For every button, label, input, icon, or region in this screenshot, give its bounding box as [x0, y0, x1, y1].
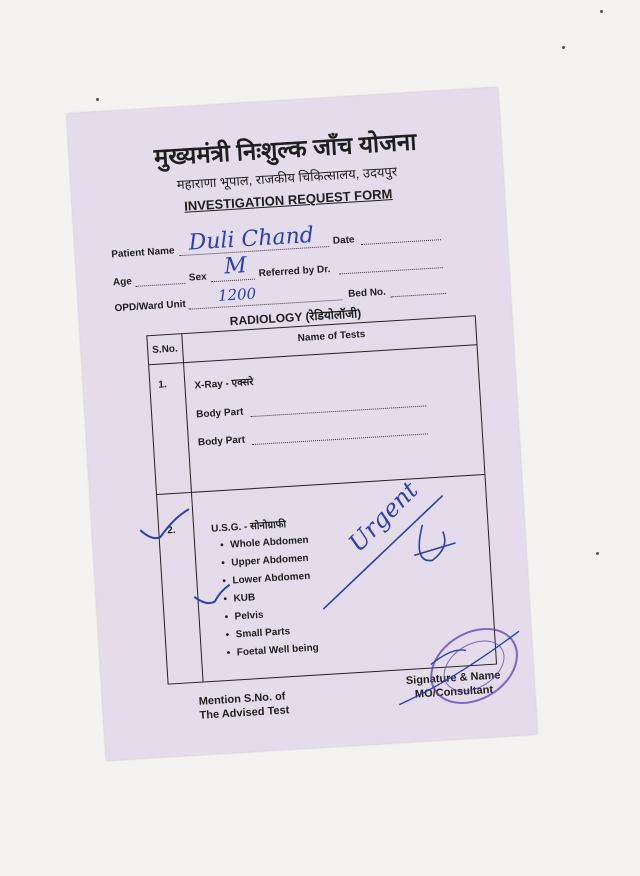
tick-mark-kub — [194, 585, 231, 604]
age-label: Age — [112, 276, 133, 289]
dust-speck — [596, 552, 599, 555]
usg-item-lower-abdomen: • Lower Abdomen — [222, 570, 311, 588]
date-label: Date — [332, 234, 355, 247]
patient-name-handwritten: Duli Chand — [187, 222, 315, 256]
usg-label: U.S.G. - सोनोग्राफी — [210, 519, 287, 535]
sex-label: Sex — [188, 271, 207, 284]
opd-handwritten: 1200 — [217, 284, 257, 305]
usg-number: 2. — [166, 524, 176, 537]
usg-item-pelvis: • Pelvis — [224, 609, 264, 624]
referred-by-label: Referred by Dr. — [258, 263, 331, 280]
xray-label: X-Ray - एक्सरे — [194, 376, 254, 392]
investigation-request-form — [67, 87, 538, 760]
signature-stroke — [430, 650, 467, 665]
patient-name-label: Patient Name — [110, 245, 175, 261]
xray-body-part-2-label: Body Part — [197, 434, 246, 449]
signature-stroke — [317, 496, 449, 609]
dust-speck — [562, 46, 565, 49]
urgent-handwritten: Urgent — [343, 476, 424, 558]
section-title: RADIOLOGY (रेडियोलॉजी) — [229, 306, 362, 329]
signature-label: Signature & Name MO/Consultant — [405, 669, 501, 701]
sex-handwritten: M — [223, 253, 248, 280]
usg-item-foetal-well-being: • Foetal Well being — [226, 642, 320, 660]
opd-ward-label: OPD/Ward Unit — [114, 298, 187, 315]
usg-item-small-parts: • Small Parts — [225, 626, 291, 642]
signature-stroke — [418, 524, 446, 562]
xray-body-part-1-label: Body Part — [195, 406, 244, 421]
bed-no-label: Bed No. — [347, 286, 387, 300]
form-title: INVESTIGATION REQUEST FORM — [183, 186, 393, 214]
hospital-name: महाराणा भूपाल, राजकीय चिकित्सालय, उदयपुर — [176, 163, 398, 193]
dust-speck — [600, 10, 603, 13]
xray-number: 1. — [158, 379, 168, 391]
scheme-title: मुख्यमंत्री निःशुल्क जाँच योजना — [153, 128, 418, 172]
usg-item-kub: • KUB — [223, 592, 256, 606]
col-tests-header: Name of Tests — [297, 328, 366, 345]
dust-speck — [96, 98, 99, 101]
tick-mark-usg — [139, 509, 191, 539]
col-sno-header: S.No. — [151, 343, 179, 356]
usg-item-whole-abdomen: • Whole Abdomen — [219, 534, 309, 552]
mention-sno-note: Mention S.No. of The Advised Test — [198, 690, 290, 722]
usg-item-upper-abdomen: • Upper Abdomen — [221, 552, 309, 570]
signature-stroke — [395, 631, 523, 704]
pen-marks — [67, 87, 538, 760]
